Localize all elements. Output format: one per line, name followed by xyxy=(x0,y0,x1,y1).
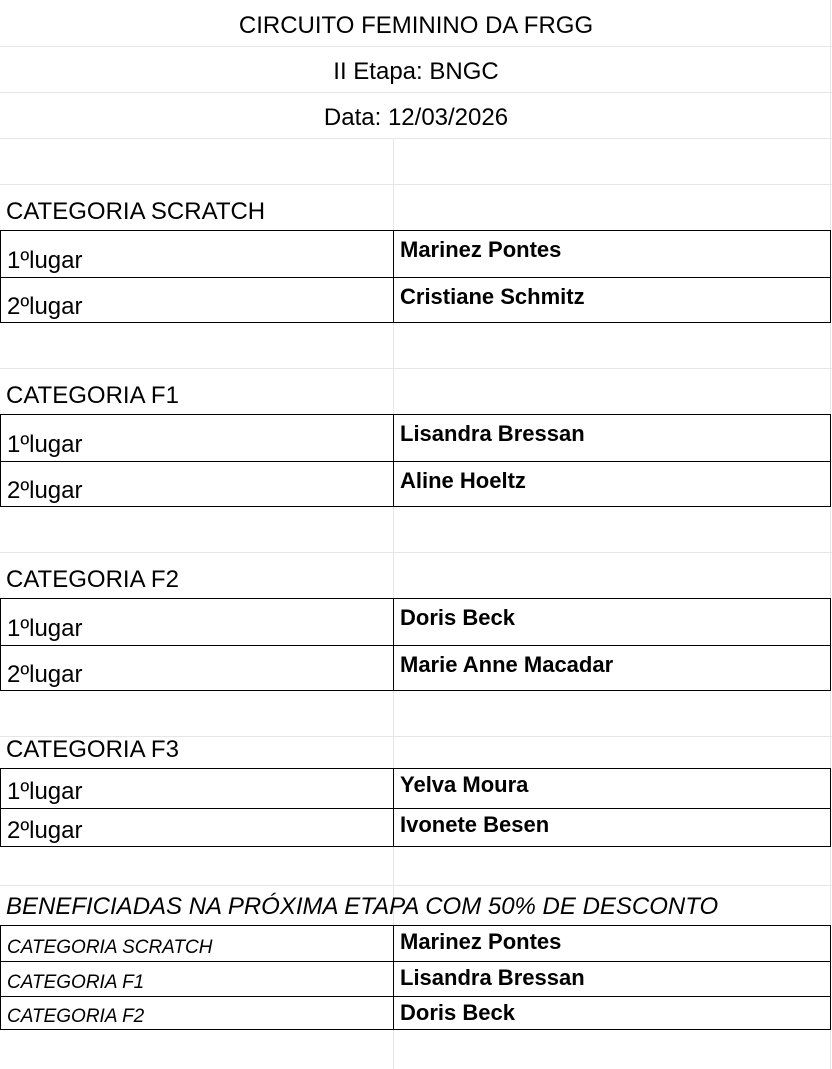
category-title: CATEGORIA F3 xyxy=(6,736,179,763)
results-table-f3 xyxy=(0,768,831,847)
table-row xyxy=(1,231,830,277)
category-title-row xyxy=(0,552,832,598)
header-date-row xyxy=(0,92,832,138)
beneficiary-name: Marinez Pontes xyxy=(400,929,562,954)
results-table-f2 xyxy=(0,598,831,691)
table-row xyxy=(1,461,830,507)
table-row xyxy=(1,415,830,461)
category-title: CATEGORIA F1 xyxy=(6,382,179,409)
stage-label: II Etapa: BNGC xyxy=(333,58,499,85)
results-table-f1 xyxy=(0,414,831,507)
table-row xyxy=(1,808,830,847)
place-label: 2ºlugar xyxy=(7,661,83,688)
table-row xyxy=(1,961,830,996)
beneficiaries-title-row xyxy=(0,885,832,925)
player-name: Marinez Pontes xyxy=(400,237,562,262)
beneficiary-category: CATEGORIA SCRATCH xyxy=(7,937,213,958)
beneficiary-category: CATEGORIA F2 xyxy=(7,1006,145,1027)
category-title-row xyxy=(0,736,832,768)
player-name: Yelva Moura xyxy=(400,772,529,797)
place-label: 1ºlugar xyxy=(7,431,83,458)
place-label: 1ºlugar xyxy=(7,778,83,805)
table-row xyxy=(1,926,830,961)
table-row xyxy=(1,769,830,808)
results-table-scratch xyxy=(0,230,831,323)
category-title-row xyxy=(0,184,832,230)
category-title-row xyxy=(0,368,832,414)
player-name: Cristiane Schmitz xyxy=(400,284,585,309)
date-label: Data: 12/03/2026 xyxy=(323,104,509,131)
table-row xyxy=(1,599,830,645)
place-label: 2ºlugar xyxy=(7,293,83,320)
beneficiaries-title: BENEFICIADAS NA PRÓXIMA ETAPA COM 50% DE DESCONTO xyxy=(6,893,719,920)
category-title: CATEGORIA F2 xyxy=(6,566,179,593)
table-row xyxy=(1,645,830,691)
beneficiaries-table xyxy=(0,925,831,1030)
header-stage-row xyxy=(0,46,832,92)
place-label: 2ºlugar xyxy=(7,817,83,844)
player-name: Aline Hoeltz xyxy=(400,468,526,493)
table-row xyxy=(1,996,830,1030)
player-name: Lisandra Bressan xyxy=(400,421,585,446)
category-title: CATEGORIA SCRATCH xyxy=(6,198,266,225)
beneficiary-name: Lisandra Bressan xyxy=(400,965,585,990)
beneficiary-category: CATEGORIA F1 xyxy=(7,972,145,993)
place-label: 1ºlugar xyxy=(7,615,83,642)
player-name: Doris Beck xyxy=(400,605,515,630)
beneficiary-name: Doris Beck xyxy=(400,1000,515,1025)
gridline xyxy=(0,138,832,139)
page-title: CIRCUITO FEMININO DA FRGG xyxy=(238,12,594,39)
place-label: 1ºlugar xyxy=(7,247,83,274)
place-label: 2ºlugar xyxy=(7,477,83,504)
player-name: Ivonete Besen xyxy=(400,812,550,837)
header-title-row xyxy=(0,0,832,46)
table-row xyxy=(1,277,830,323)
player-name: Marie Anne Macadar xyxy=(400,652,614,677)
